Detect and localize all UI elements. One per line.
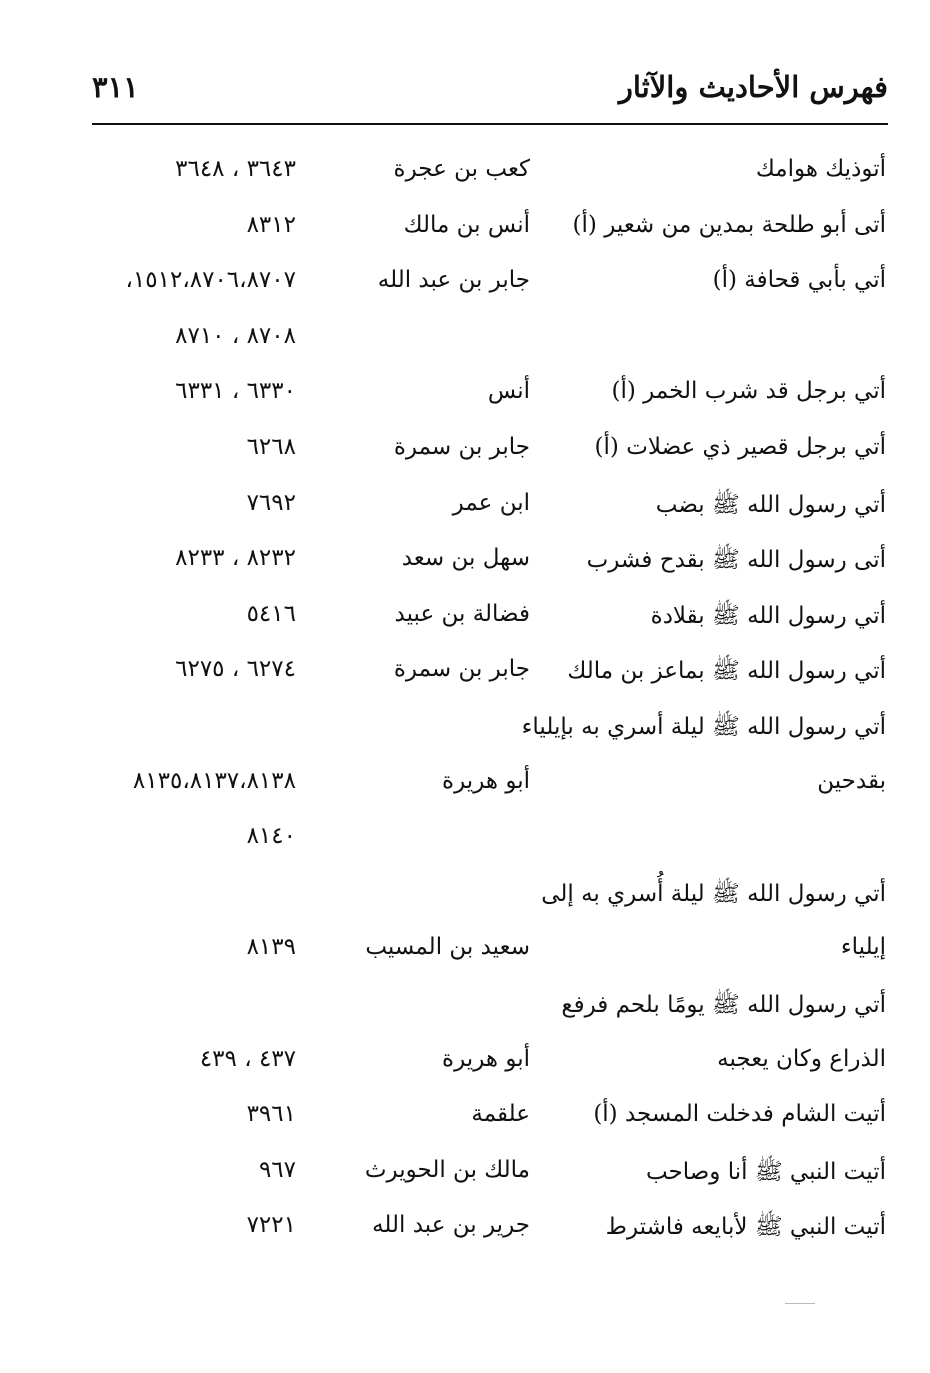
hadith-numbers: ١٥١٢،٨٧٠٦،٨٧٠٧، xyxy=(125,267,296,293)
narrator-name: أبو هريرة xyxy=(442,768,530,794)
hadith-text: أتي رسول الله ﷺ ليلة أُسري به إلى xyxy=(541,881,886,907)
narrator-name: جابر بن عبد الله xyxy=(377,267,530,293)
index-entry xyxy=(0,434,930,474)
index-entry xyxy=(0,212,930,252)
narrator-name: أبو هريرة xyxy=(442,1046,530,1072)
narrator-name: سعيد بن المسيب xyxy=(365,934,530,960)
narrator-name: ابن عمر xyxy=(452,490,530,516)
index-entry xyxy=(0,934,930,974)
hadith-text: أتي رسول الله ﷺ بماعز بن مالك xyxy=(567,658,886,684)
hadith-numbers: ٣٦٤٣ ، ٣٦٤٨ xyxy=(175,156,296,182)
narrator-name: أنس xyxy=(487,378,530,404)
hadith-numbers: ٦٢٦٨ xyxy=(246,434,296,460)
hadith-text: أتيت النبي ﷺ لأبايعه فاشترط xyxy=(605,1214,886,1240)
index-entry xyxy=(0,823,930,863)
hadith-text: أتى أبو طلحة بمدين من شعير (أ) xyxy=(572,212,886,238)
hadith-numbers: ٨٧٠٨ ، ٨٧١٠ xyxy=(175,323,296,349)
narrator-name: كعب بن عجرة xyxy=(393,156,530,182)
hadith-numbers: ٦٢٧٤ ، ٦٢٧٥ xyxy=(175,656,296,682)
hadith-text: أتي رسول الله ﷺ ليلة أسري به بإيلياء xyxy=(521,714,886,740)
hadith-numbers: ٧٦٩٢ xyxy=(246,490,296,516)
hadith-numbers: ٨١٤٠ xyxy=(246,823,296,849)
index-entry xyxy=(0,656,930,696)
hadith-numbers: ٨٢٣٢ ، ٨٢٣٣ xyxy=(175,545,296,571)
hadith-text: أتيت الشام فدخلت المسجد (أ) xyxy=(593,1101,886,1127)
hadith-text: أتي رسول الله ﷺ يومًا بلحم فرفع xyxy=(561,992,886,1018)
index-entry xyxy=(0,323,930,363)
index-entry xyxy=(0,490,930,530)
narrator-name: مالك بن الحويرث xyxy=(364,1157,530,1183)
hadith-text: الذراع وكان يعجبه xyxy=(717,1046,886,1072)
index-entry xyxy=(0,768,930,808)
page-title: فهرس الأحاديث والآثار xyxy=(618,70,888,104)
narrator-name: جابر بن سمرة xyxy=(393,656,530,682)
index-entry xyxy=(0,1101,930,1141)
page-header xyxy=(92,70,888,120)
header-rule xyxy=(92,123,888,125)
hadith-text: أتوذيك هوامك xyxy=(755,156,886,182)
footer-mark xyxy=(785,1303,815,1304)
hadith-text: بقدحين xyxy=(817,768,886,794)
narrator-name: أنس بن مالك xyxy=(403,212,530,238)
hadith-text: إيلياء xyxy=(840,934,886,960)
hadith-text: أتي رسول الله ﷺ بقلادة xyxy=(650,603,886,629)
hadith-numbers: ٤٣٧ ، ٤٣٩ xyxy=(199,1046,296,1072)
index-entry xyxy=(0,378,930,418)
hadith-numbers: ٨١٣٥،٨١٣٧،٨١٣٨ xyxy=(132,768,296,794)
hadith-text: أتي رسول الله ﷺ بضب xyxy=(655,492,886,518)
index-entry xyxy=(0,1046,930,1086)
index-entry xyxy=(0,712,930,752)
index-entry xyxy=(0,601,930,641)
hadith-numbers: ٣٩٦١ xyxy=(246,1101,296,1127)
narrator-name: سهل بن سعد xyxy=(401,545,530,571)
hadith-text: أتي برجل قصير ذي عضلات (أ) xyxy=(594,434,886,460)
hadith-text: أتى رسول الله ﷺ بقدح فشرب xyxy=(586,547,886,573)
hadith-numbers: ٦٣٣٠ ، ٦٣٣١ xyxy=(175,378,296,404)
page-number: ٣١١ xyxy=(92,70,139,104)
hadith-numbers: ٥٤١٦ xyxy=(246,601,296,627)
narrator-name: جابر بن سمرة xyxy=(393,434,530,460)
index-entry xyxy=(0,267,930,307)
hadith-numbers: ٨١٣٩ xyxy=(246,934,296,960)
hadith-numbers: ٨٣١٢ xyxy=(246,212,296,238)
index-entry xyxy=(0,990,930,1030)
narrator-name: علقمة xyxy=(471,1101,530,1127)
index-entry xyxy=(0,879,930,919)
hadith-numbers: ٩٦٧ xyxy=(258,1157,296,1183)
narrator-name: جرير بن عبد الله xyxy=(372,1212,530,1238)
index-entry xyxy=(0,1157,930,1197)
hadith-text: أتي برجل قد شرب الخمر (أ) xyxy=(611,378,886,404)
hadith-text: أتي بأبي قحافة (أ) xyxy=(712,267,886,293)
hadith-text: أتيت النبي ﷺ أنا وصاحب xyxy=(645,1159,886,1185)
index-entry xyxy=(0,1212,930,1252)
index-entry xyxy=(0,545,930,585)
narrator-name: فضالة بن عبيد xyxy=(394,601,530,627)
index-entry xyxy=(0,156,930,196)
hadith-numbers: ٧٢٢١ xyxy=(246,1212,296,1238)
